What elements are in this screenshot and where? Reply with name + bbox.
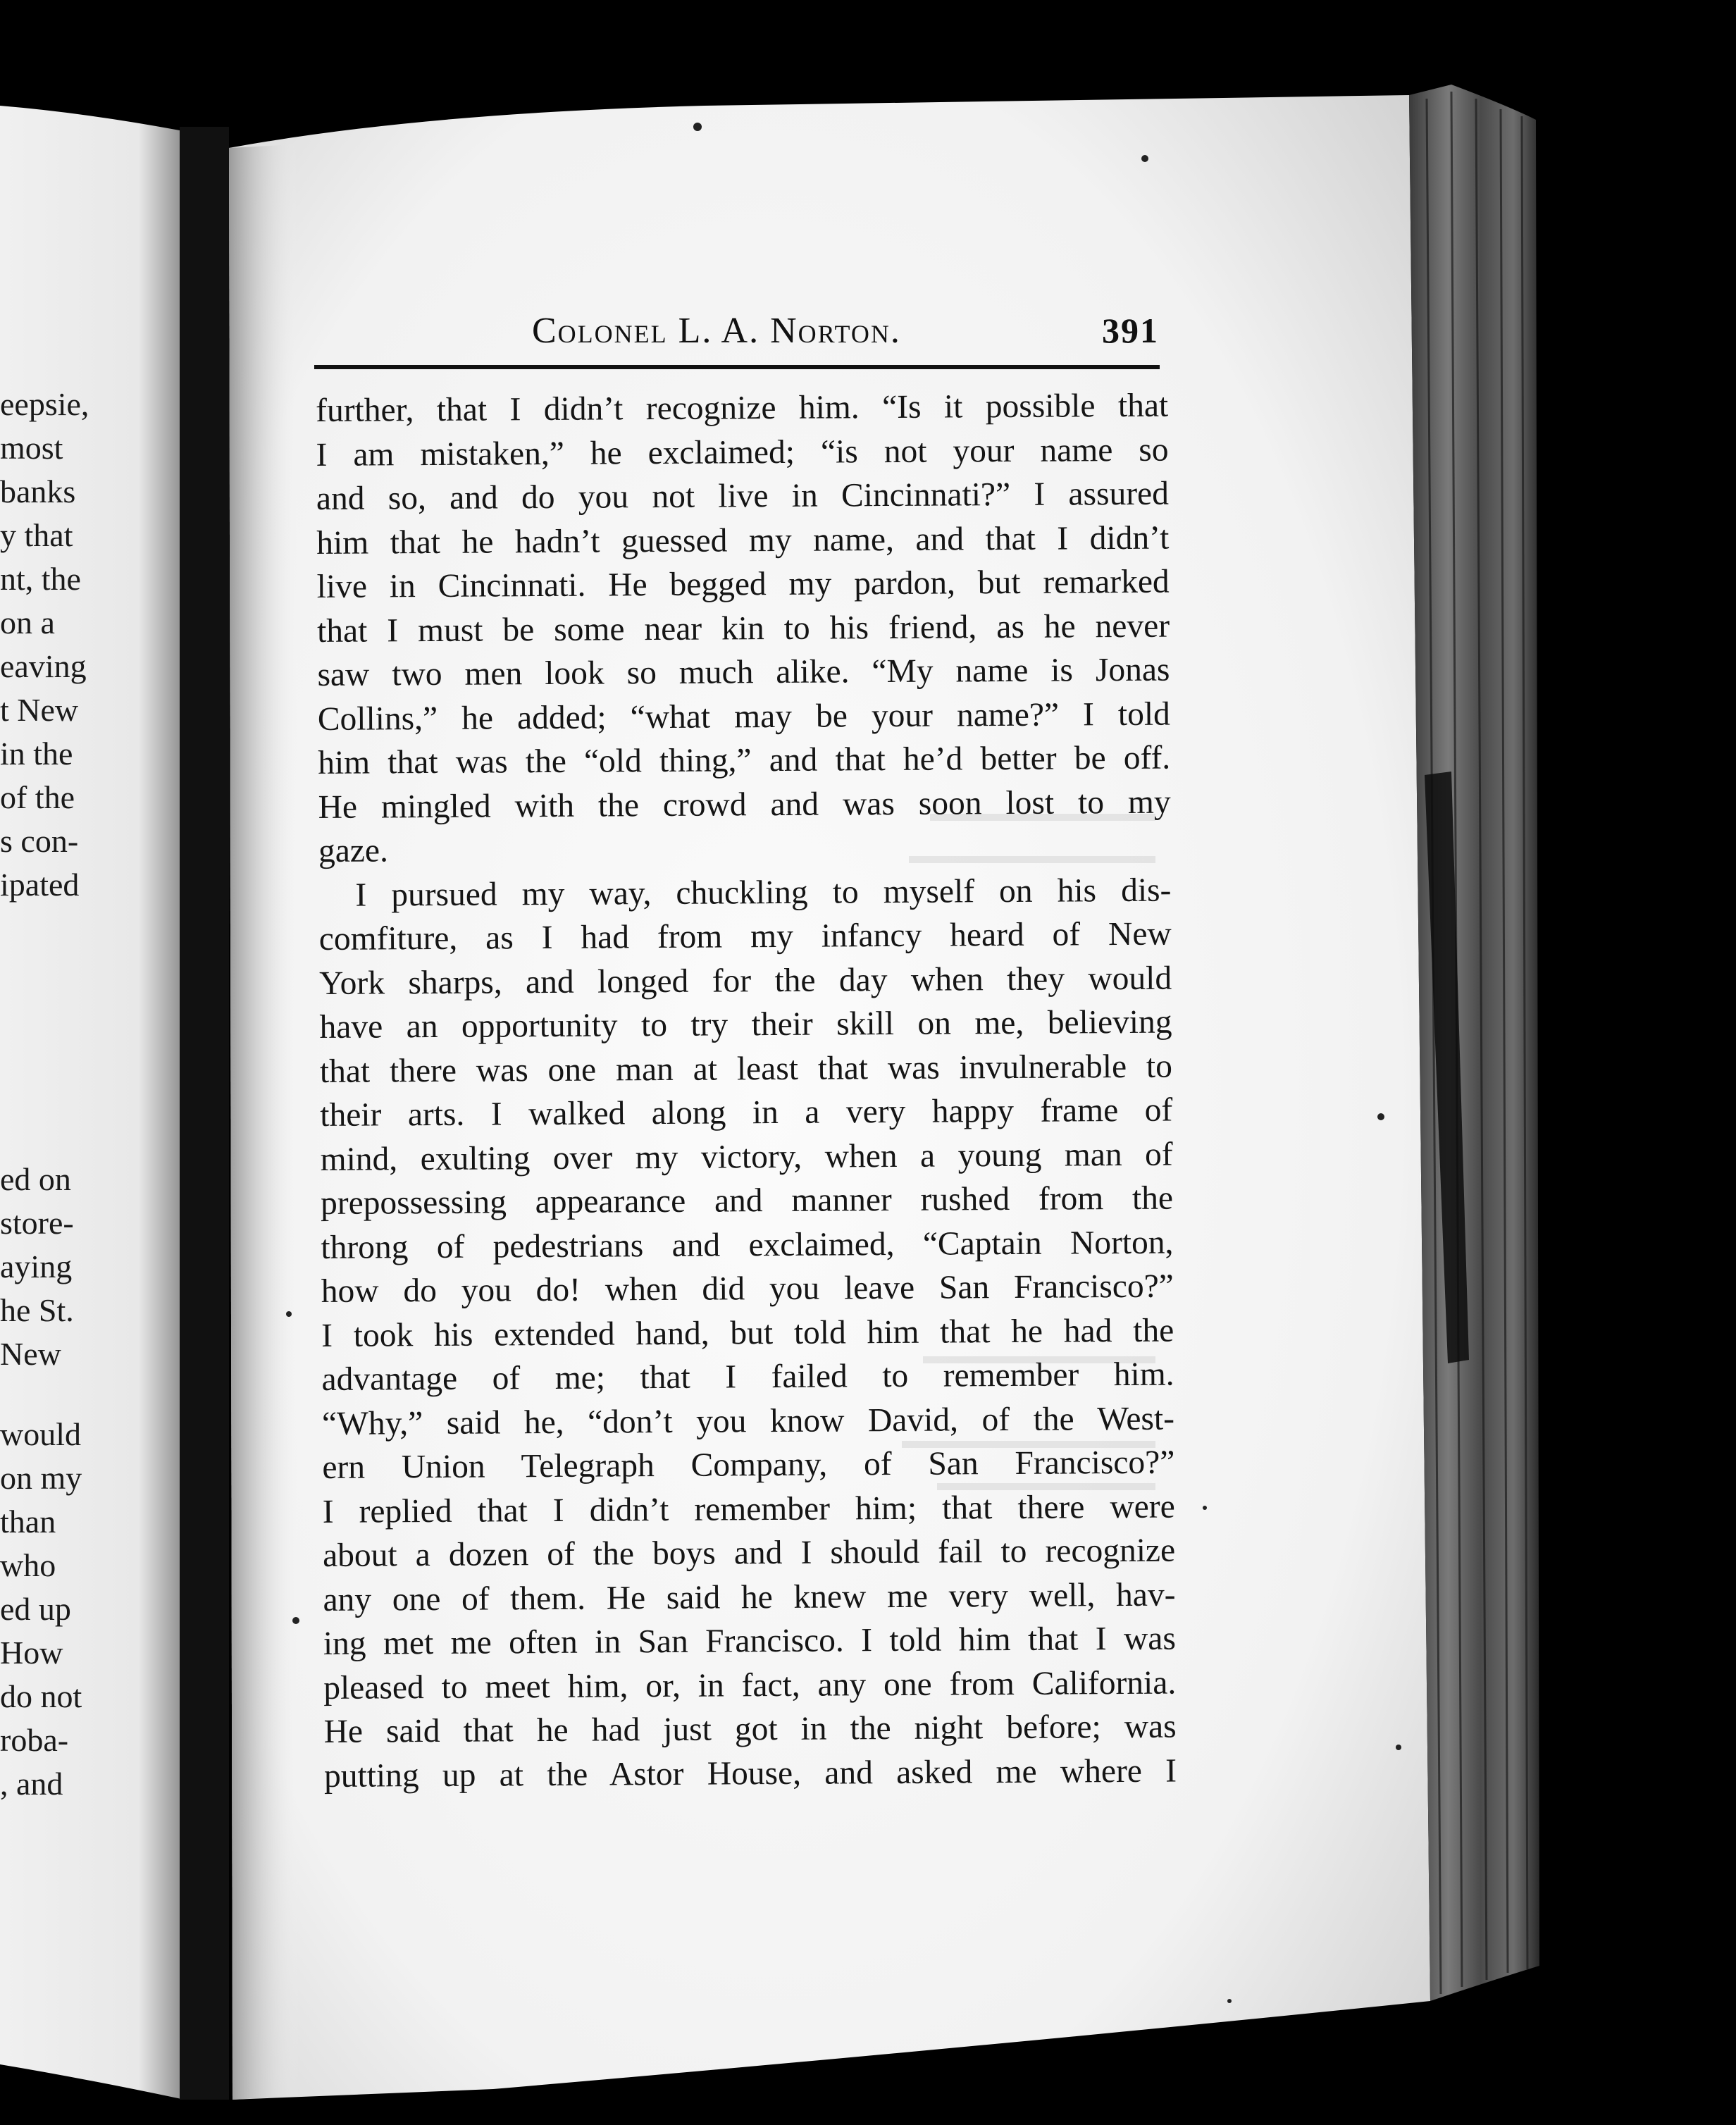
text-line: comfiture, as I had from my infancy heard of New	[318, 915, 1172, 958]
text-line: their arts. I walked along in a very happy frame of	[320, 1091, 1173, 1134]
left-page-line: New	[0, 1336, 61, 1372]
text-line: him that he hadn’t guessed my name, and that I didn’t	[316, 519, 1170, 562]
text-line: ern Union Telegraph Company, of San Francisco?”	[322, 1444, 1175, 1486]
text-line: about a dozen of the boys and I should fail to recognize	[322, 1532, 1176, 1574]
left-page-line: roba-	[0, 1722, 69, 1758]
left-page-line: ed on	[0, 1161, 71, 1197]
text-line: I am mistaken,” he exclaimed; “is not your name so	[316, 431, 1169, 473]
left-page-line: than	[0, 1504, 56, 1539]
text-line: “Why,” said he, “don’t you know David, of the West-	[321, 1400, 1175, 1442]
left-page-line: eepsie,	[0, 386, 89, 422]
left-page-line: , and	[0, 1766, 63, 1802]
text-line: mind, exulting over my victory, when a young man of	[320, 1136, 1173, 1178]
text-line: advantage of me; that I failed to remember him.	[321, 1356, 1174, 1398]
body-text	[316, 384, 1177, 1798]
text-line: He mingled with the crowd and was soon lost to my	[318, 783, 1171, 826]
header-rule	[314, 365, 1160, 369]
text-line: I pursued my way, chuckling to myself on his dis-	[355, 872, 1172, 914]
text-line: He said that he had just got in the night before; was	[323, 1708, 1177, 1750]
gutter	[180, 127, 229, 2100]
text-line: throng of pedestrians and exclaimed, “Captain Norton,	[321, 1224, 1174, 1266]
left-page-line: on a	[0, 605, 55, 640]
left-page-line: in the	[0, 736, 73, 772]
left-page-line: s con-	[0, 823, 79, 859]
text-line: any one of them. He said he knew me very well, hav-	[323, 1576, 1176, 1618]
text-line: I replied that I didn’t remember him; that there were	[322, 1488, 1175, 1530]
left-page-line: he St.	[0, 1292, 74, 1328]
left-page-line: ipated	[0, 867, 80, 903]
text-line: have an opportunity to try their skill on me, believing	[319, 1003, 1172, 1046]
text-line: prepossessing appearance and manner rushed from the	[320, 1179, 1174, 1222]
text-line: gaze.	[318, 832, 389, 869]
gutter-shadow	[229, 144, 299, 2100]
page-number: 391	[1102, 311, 1159, 350]
text-line: putting up at the Astor House, and asked me where I	[323, 1752, 1177, 1795]
text-line: and so, and do you not live in Cincinnati?” I assured	[316, 475, 1170, 517]
text-line: live in Cincinnati. He begged my pardon, but remarked	[316, 563, 1170, 605]
left-page-line: How	[0, 1635, 63, 1671]
left-page-line: store-	[0, 1205, 74, 1241]
text-line: Collins,” he added; “what may be your name?” I told	[317, 695, 1170, 738]
text-line: saw two men look so much alike. “My name is Jonas	[317, 651, 1170, 693]
text-line: that I must be some near kin to his friend, as he never	[316, 607, 1170, 650]
left-page-line: on my	[0, 1460, 82, 1496]
left-page-line: t New	[0, 692, 79, 728]
left-page-line: aying	[0, 1249, 73, 1284]
left-page-line: most	[0, 430, 63, 466]
text-line: ing met me often in San Francisco. I told him that I was	[323, 1620, 1177, 1662]
text-line: pleased to meet him, or, in fact, any one from California.	[323, 1664, 1177, 1706]
left-page-line: who	[0, 1547, 56, 1583]
left-page-line: ed up	[0, 1591, 71, 1627]
left-page-line: do not	[0, 1678, 82, 1714]
text-line: York sharps, and longed for the day when they would	[318, 960, 1172, 1002]
running-head-title: Colonel L. A. Norton.	[532, 311, 901, 351]
left-page-line: eaving	[0, 648, 87, 684]
text-line: further, that I didn’t recognize him. “Is it possible that	[316, 387, 1169, 429]
text-line: how do you do! when did you leave San Francisco?”	[321, 1268, 1174, 1310]
text-line: I took his extended hand, but told him that he had the	[321, 1312, 1174, 1354]
left-page-line: of the	[0, 779, 75, 815]
left-page-line: y that	[0, 517, 73, 553]
running-head	[532, 310, 1159, 359]
text-line: that there was one man at least that was invulnerable to	[319, 1048, 1173, 1090]
left-page-line: would	[0, 1416, 81, 1452]
text-line: him that was the “old thing,” and that he’d better be off.	[318, 739, 1171, 781]
left-page-line: banks	[0, 473, 76, 509]
left-page-line: nt, the	[0, 561, 81, 597]
